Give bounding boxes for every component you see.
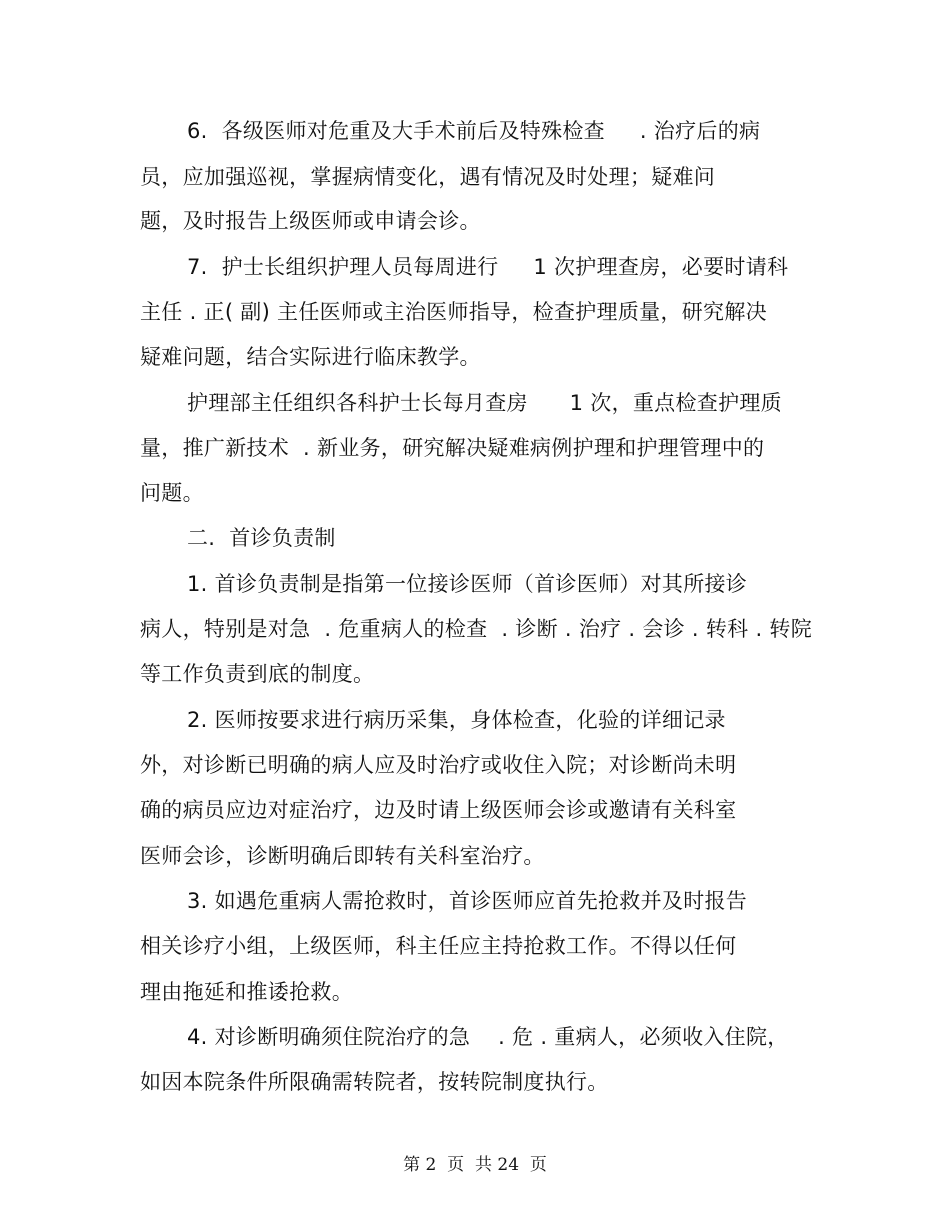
text-line: 确的病员应边对症治疗，边及时请上级医师会诊或邀请有关科室 — [140, 798, 737, 822]
section-heading: 二. 首诊负责制 — [187, 526, 336, 550]
text-line: 员，应加强巡视，掌握病情变化，遇有情况及时处理；疑难问 — [140, 165, 716, 189]
text-line: 理由拖延和推诿抢救。 — [140, 980, 353, 1004]
text-line: 2. 医师按要求进行病历采集，身体检查，化验的详细记录 — [187, 708, 726, 732]
page-number-footer: 第 2 页 共 24 页 — [403, 1155, 547, 1175]
text-line: 3. 如遇危重病人需抢救时，首诊医师应首先抢救并及时报告 — [187, 889, 748, 913]
text-line: 题，及时报告上级医师或申请会诊。 — [140, 209, 481, 233]
text-line: 相关诊疗小组，上级医师，科主任应主持抢救工作。不得以任何 — [140, 934, 737, 958]
text-line: 4. 对诊断明确须住院治疗的急 . 危 . 重病人，必须收入住院， — [187, 1025, 789, 1049]
text-line: 量，推广新技术 . 新业务，研究解决疑难病例护理和护理管理中的 — [140, 436, 765, 460]
text-line: 主任 . 正( 副) 主任医师或主治医师指导，检查护理质量，研究解决 — [140, 300, 767, 324]
text-line: 医师会诊，诊断明确后即转有关科室治疗。 — [140, 844, 545, 868]
text-line: 问题。 — [140, 481, 204, 505]
text-line: 等工作负责到底的制度。 — [140, 662, 375, 686]
text-line: 1. 首诊负责制是指第一位接诊医师（首诊医师）对其所接诊 — [187, 572, 748, 596]
text-line: 护理部主任组织各科护士长每月查房 1 次，重点检查护理质 — [187, 391, 782, 415]
text-line: 6. 各级医师对危重及大手术前后及特殊检查 . 治疗后的病 — [187, 119, 761, 143]
text-line: 疑难问题，结合实际进行临床教学。 — [140, 345, 481, 369]
text-line: 病人，特别是对急 . 危重病人的检查 . 诊断 . 治疗 . 会诊 . 转科 . 转院 — [140, 617, 813, 641]
text-line: 外，对诊断已明确的病人应及时治疗或收住入院；对诊断尚未明 — [140, 753, 737, 777]
text-line: 7. 护士长组织护理人员每周进行 1 次护理查房，必要时请科 — [187, 255, 789, 279]
text-line: 如因本院条件所限确需转院者，按转院制度执行。 — [140, 1070, 609, 1094]
